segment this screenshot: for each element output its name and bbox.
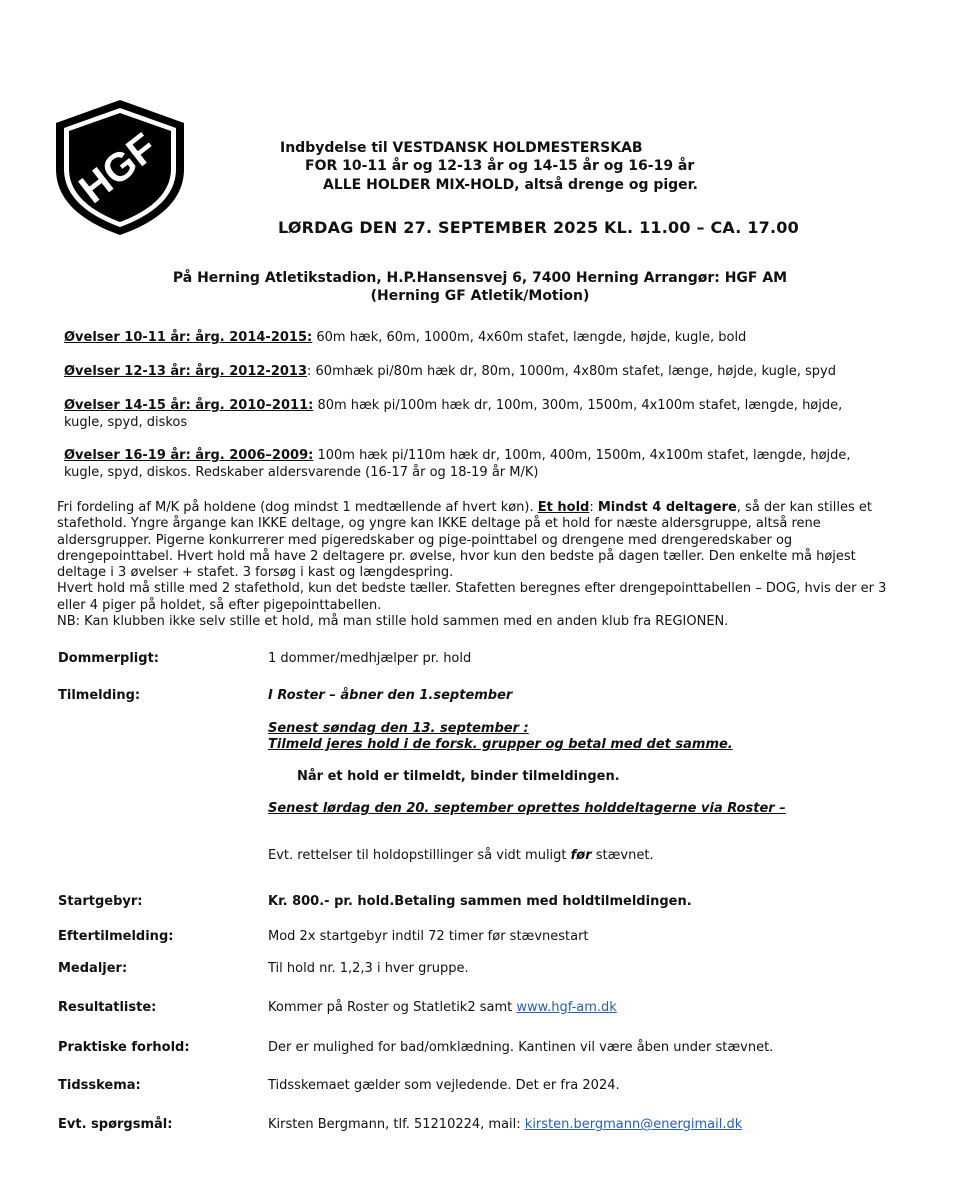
hgf-logo xyxy=(50,97,190,237)
praktiske-label: Praktiske forhold: xyxy=(58,1040,190,1055)
resultatliste-label: Resultatliste: xyxy=(58,1000,157,1015)
tidsskema-value: Tidsskemaet gælder som vejledende. Det er fra 2024. xyxy=(268,1078,620,1093)
medaljer-label: Medaljer: xyxy=(58,961,128,976)
exercise-14-15 xyxy=(64,397,884,431)
rules-colon: : xyxy=(589,500,598,515)
exercise-10-11 xyxy=(64,329,884,346)
eftertilmelding-label: Eftertilmelding: xyxy=(58,929,174,944)
tidsskema-label: Tidsskema: xyxy=(58,1078,141,1093)
tilmelding-label: Tilmelding: xyxy=(58,688,141,703)
contact-text: Kirsten Bergmann, tlf. 51210224, mail: xyxy=(268,1117,525,1132)
header-line-1: Indbydelse til VESTDANSK HOLDMESTERSKAB xyxy=(280,140,643,156)
exercise-text: : 60mhæk pi/80m hæk dr, 80m, 1000m, 4x80m stafet, længe, højde, kugle, spyd xyxy=(307,364,836,379)
exercise-text: 60m hæk, 60m, 1000m, 4x60m stafet, længde, højde, kugle, bold xyxy=(312,330,747,345)
dommerpligt-value: 1 dommer/medhjælper pr. hold xyxy=(268,651,472,666)
mix-hold-text: ALLE HOLDER MIX-HOLD xyxy=(323,177,515,193)
venue-line-1: På Herning Atletikstadion, H.P.Hansensvej 6, 7400 Herning Arrangør: HGF AM xyxy=(172,270,788,286)
spoergsmaal-value xyxy=(268,1117,742,1132)
startgebyr-value: Kr. 800.- pr. hold.Betaling sammen med holdtilmeldingen. xyxy=(268,894,692,909)
rules-text: Fri fordeling af M/K på holdene (dog mindst 1 medtællende af hvert køn). xyxy=(57,500,538,515)
tilmelding-binding: Når et hold er tilmeldt, binder tilmeldingen. xyxy=(297,769,620,784)
dommerpligt-label: Dommerpligt: xyxy=(58,651,159,666)
logo-text: HGF xyxy=(71,125,165,212)
relay-rules: Hvert hold må stille med 2 stafethold, kun det bedste tæller. Stafetten beregnes efter drengepointtabellen – DOG, hvis der er 3 eller 4 piger på holdet, så efter pigepointtabellen. xyxy=(57,581,887,613)
exercise-label: Øvelser 16-19 år: årg. 2006–2009: xyxy=(64,448,314,463)
rules-text-rest: , så der kan stilles et stafethold. Yngre årgange kan IKKE deltage, og yngre kan IKKE deltage på et hold for næste aldersgruppe, altså rene aldersgrupper. Pigerne konkurrerer med pigeredskaber og pige-pointtabel og drengene med drengeredskaber og drengepointtabel. Hvert hold må have 2 deltagere pr. øvelse, hvor kun den bedste på dagen tæller. Den enkelte må højest deltage i 3 øvelser + stafet. 3 forsøg i kast og længdespring. xyxy=(57,500,872,581)
header-line-3-rest: , altså drenge og piger. xyxy=(514,177,698,193)
exercise-12-13 xyxy=(64,363,884,380)
exercise-label: Øvelser 14-15 år: årg. 2010–2011: xyxy=(64,398,314,413)
exercise-label: Øvelser 10-11 år: årg. 2014-2015: xyxy=(64,330,313,345)
startgebyr-label: Startgebyr: xyxy=(58,894,143,909)
tilmelding-corrections xyxy=(268,848,654,863)
website-link[interactable]: www.hgf-am.dk xyxy=(516,1000,617,1015)
corrections-text: Evt. rettelser til holdopstillinger så vidt muligt xyxy=(268,848,571,863)
corrections-emphasis: før xyxy=(570,848,592,863)
tilmelding-roster: I Roster – åbner den 1.september xyxy=(268,688,513,703)
praktiske-value: Der er mulighed for bad/omklædning. Kantinen vil være åben under stævnet. xyxy=(268,1040,774,1055)
tilmelding-deadline: Senest søndag den 13. september : xyxy=(268,721,529,736)
eftertilmelding-value: Mod 2x startgebyr indtil 72 timer før stævnestart xyxy=(268,929,589,944)
header-line-2: FOR 10-11 år og 12-13 år og 14-15 år og 16-19 år xyxy=(305,158,695,174)
resultatliste-text: Kommer på Roster og Statletik2 samt xyxy=(268,1000,517,1015)
rules-paragraph xyxy=(57,500,897,630)
exercise-text: 80m hæk pi/100m hæk dr, 100m, 300m, 1500m, 4x100m stafet, længde, højde, kugle, spyd, diskos xyxy=(64,398,843,430)
email-link[interactable]: kirsten.bergmann@energimail.dk xyxy=(524,1117,743,1132)
header-line-3 xyxy=(323,177,698,193)
exercise-16-19 xyxy=(64,447,884,481)
medaljer-value: Til hold nr. 1,2,3 i hver gruppe. xyxy=(268,961,469,976)
nb-note: NB: Kan klubben ikke selv stille et hold, må man stille hold sammen med en anden klub fra REGIONEN. xyxy=(57,614,729,630)
corrections-end: stævnet. xyxy=(591,848,654,863)
et-hold-label: Et hold xyxy=(537,500,590,515)
resultatliste-value xyxy=(268,1000,617,1015)
exercise-label: Øvelser 12-13 år: årg. 2012-2013 xyxy=(64,364,308,379)
min-participants: Mindst 4 deltagere xyxy=(597,500,737,515)
tilmelding-participants: Senest lørdag den 20. september oprettes holddeltagerne via Roster – xyxy=(268,801,786,816)
exercise-text: 100m hæk pi/110m hæk dr, 100m, 400m, 1500m, 4x100m stafet, længde, højde, kugle, spyd, diskos. Redskaber aldersvarende (16-17 år og 18-19 år M/K) xyxy=(64,448,851,480)
tilmelding-instructions: Tilmeld jeres hold i de forsk. grupper og betal med det samme. xyxy=(268,737,733,752)
event-date: LØRDAG DEN 27. SEPTEMBER 2025 KL. 11.00 – CA. 17.00 xyxy=(278,218,799,237)
venue-line-2: (Herning GF Atletik/Motion) xyxy=(370,288,590,304)
spoergsmaal-label: Evt. spørgsmål: xyxy=(58,1117,173,1132)
